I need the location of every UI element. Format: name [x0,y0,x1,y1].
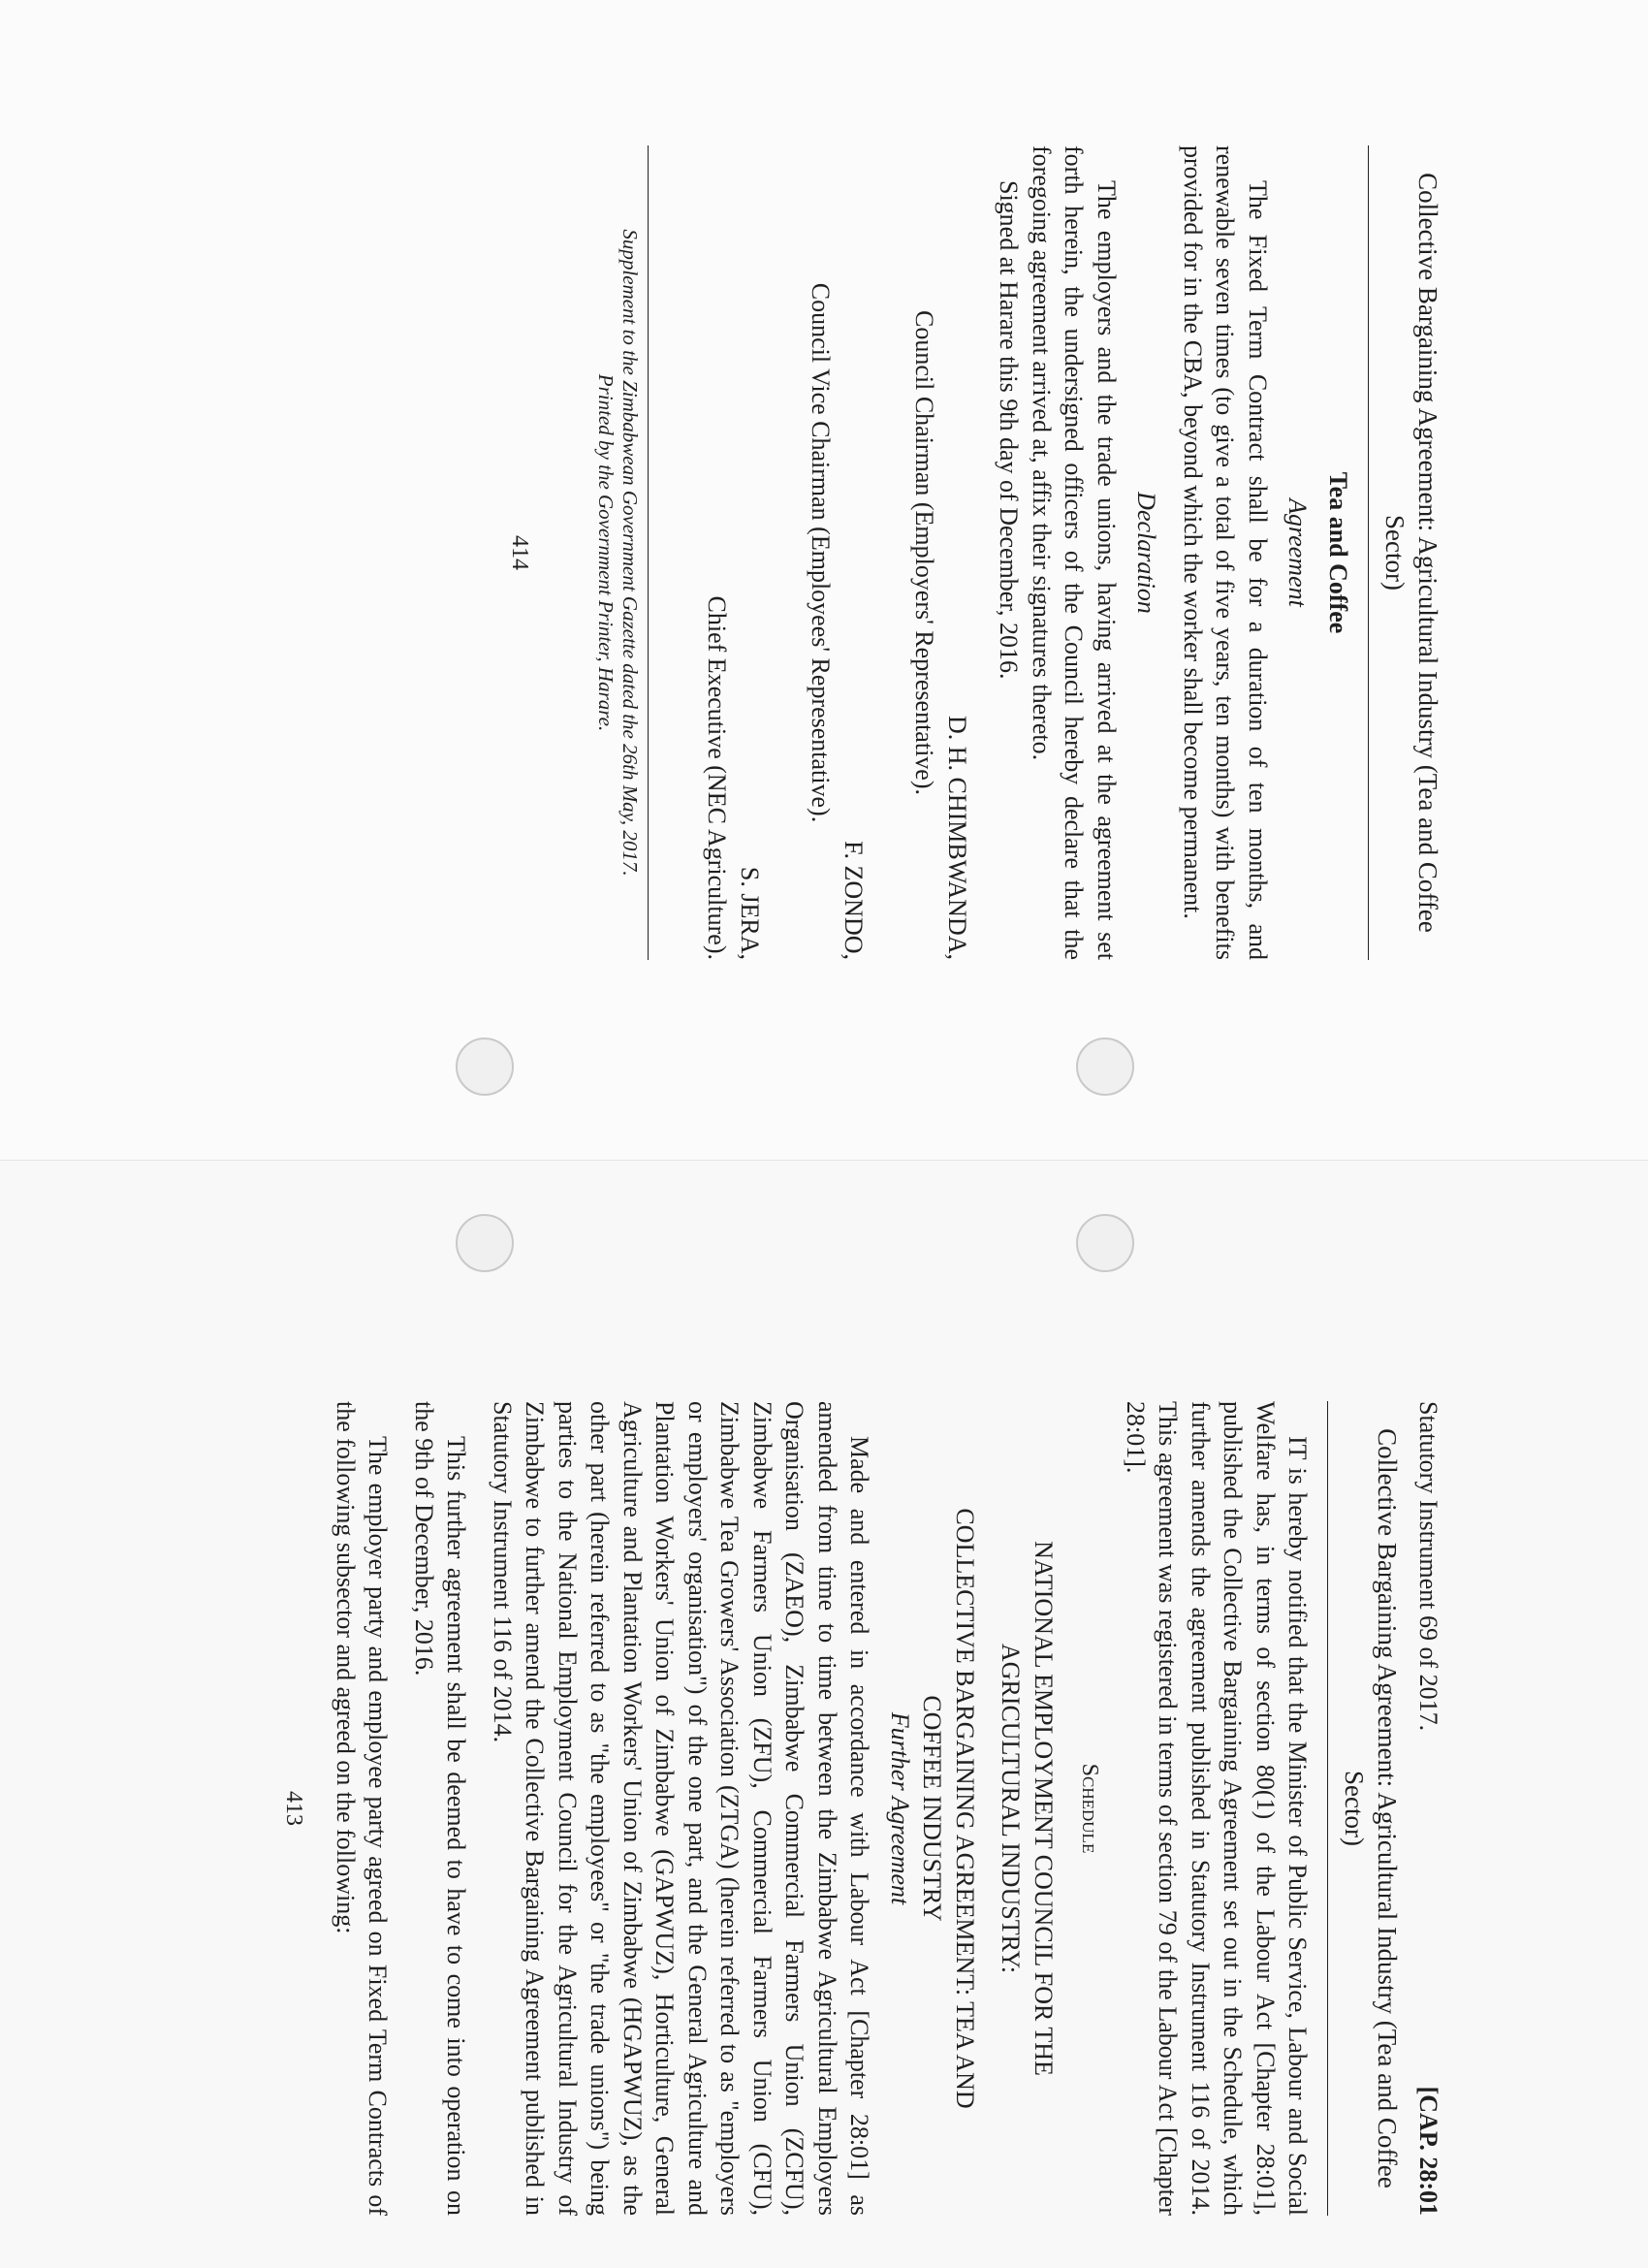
operation-paragraph: This further agreement shall be deemed to have to come into operation on the 9th of December, 2016. [410,1401,471,2216]
punch-hole-icon [1076,1038,1134,1096]
heading-rule [1328,1401,1329,2216]
agreement-title: COFFEE INDUSTRY [918,1695,947,1922]
further-agreement-title: Further Agreement [886,1711,914,1905]
page-414 [503,145,1445,960]
gazette-footer: Supplement to the Zimbabwean Government Gazette dated the 26th May, 2017. [618,229,642,877]
council-title: AGRICULTURAL INDUSTRY: [997,1643,1026,1974]
statutory-instrument-label: Statutory Instrument 69 of 2017. [1414,1401,1442,1732]
page-413 [277,1401,1444,2216]
signed-line: Signed at Harare this 9th day of December, 2016. [995,180,1024,680]
signatory-title: Council Chairman (Employers' Representative). [910,310,939,795]
running-head [1412,1401,1445,2216]
signatory-title: Chief Executive (NEC Agriculture). [703,595,732,960]
page-heading: Collective Bargaining Agreement: Agricultural Industry (Tea and Coffee Sector) [1340,1428,1403,2188]
council-title: NATIONAL EMPLOYMENT COUNCIL FOR THE [1030,1541,1058,2076]
signatory-title: Council Vice Chairman (Employees' Representative). [807,282,836,823]
signatory-name: S. JERA, [736,866,764,960]
agreement-paragraph: The Fixed Term Contract shall be for a duration of ten months, and renewable seven times (to give a total of five years, ten months) with benefits provided for in the CBA, beyond which the worker shall become permanent. [1179,145,1272,960]
heading-rule [1368,145,1369,960]
subsection-title: Agreement [1284,498,1313,607]
agreed-paragraph: The employer party and employee party agreed on Fixed Term Contracts of the following subsector and agreed on the following: [332,1401,393,2216]
printer-footer: Printed by the Government Printer, Harare. [594,373,618,732]
page-heading: Collective Bargaining Agreement: Agricultural Industry (Tea and Coffee Sector) [1380,173,1442,933]
chapter-label: [CAP. 28:01 [1414,2086,1442,2216]
page-number: 413 [281,1791,307,1826]
signatory-name: F. ZONDO, [840,841,868,960]
notice-paragraph: IT is hereby notified that the Minister of Public Service, Labour and Social Welfare has, in terms of section 80(1) of the Labour Act [Chapter 28:01], published the Collective Bargaining Agreement set out in the Schedule, which further amends the agreement published in Statutory Instrument 116 of 2014. This agreement was registered in terms of section 79 of the Labour Act [Chapter 28:01]. [1122,1401,1313,2216]
schedule-label: Schedule [1077,1763,1103,1854]
page-number: 414 [507,535,532,570]
punch-hole-icon [456,1214,514,1272]
section-title: Tea and Coffee [1324,471,1352,634]
punch-hole-icon [1076,1214,1134,1272]
signatory-name: D. H. CHIMBWANDA, [943,715,971,960]
parties-paragraph: Made and entered in accordance with Labour Act [Chapter 28:01] as amended from time to time between the Zimbabwe Agricultural Employers Organisation (ZAEO), Zimbabwe Commercial Farmers Union (ZCFU), Zimbabwe Farmers Union (ZFU), Commercial Farmers Union (CFU), Zimbabwe Tea Growers' Association (ZTGA) (herein referred to as "employers or employers' organisation") of the one part, and the General Agriculture and Plantation Workers' Union of Zimbabwe (GAPWUZ), Horticulture, General Agriculture and Plantation Workers' Union of Zimbabwe (HGAPWUZ), as the other part (herein referred to as "the employees" or "the trade unions") being parties to the National Employment Council for the Agricultural Industry of Zimbabwe to further amend the Collective Bargaining Agreement published in Statutory Instrument 116 of 2014. [489,1401,874,2216]
footer-rule [648,145,649,960]
agreement-title: COLLECTIVE BARGAINING AGREEMENT: TEA AND [951,1508,979,2109]
declaration-title: Declaration [1132,492,1161,614]
declaration-paragraph: The employers and the trade unions, having arrived at the agreement set forth herein, the undersigned officers of the Council hereby declare that the foregoing agreement arrived at, affix their signatures thereto. [1028,145,1121,960]
punch-hole-icon [456,1038,514,1096]
